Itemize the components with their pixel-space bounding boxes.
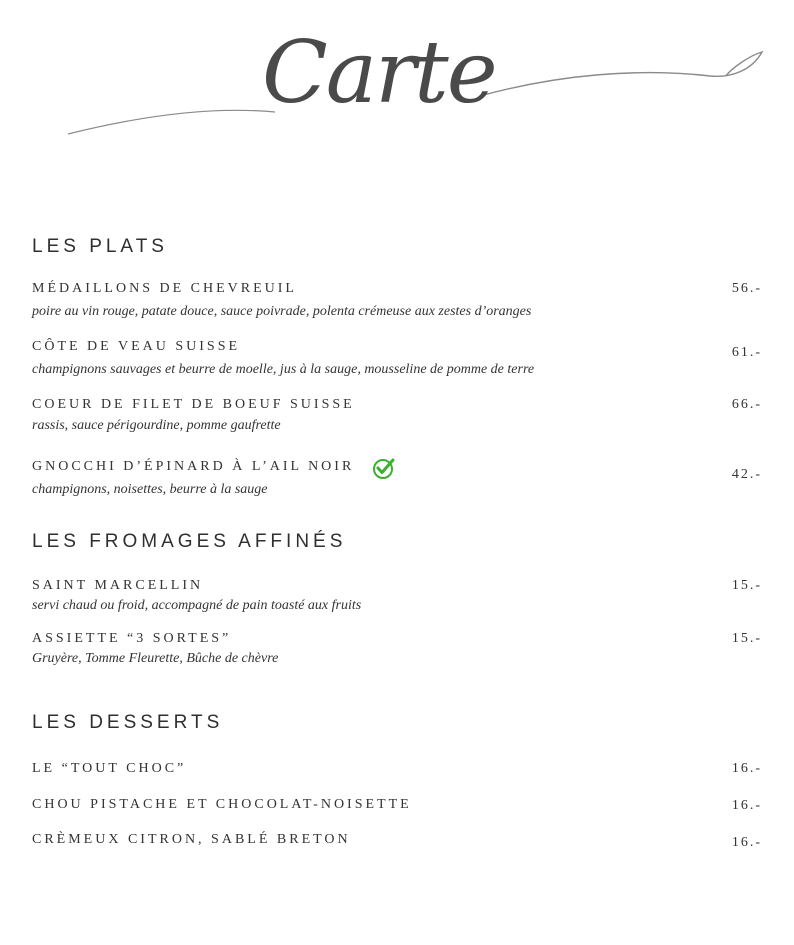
menu-item-name: SAINT MARCELLIN: [32, 578, 204, 593]
menu-item-price: 66.-: [731, 397, 762, 412]
menu-item-price: 61.-: [731, 345, 762, 360]
menu-item-name: CÔTE DE VEAU SUISSE: [32, 339, 241, 354]
menu-item-name: ASSIETTE “3 SORTES”: [32, 631, 232, 646]
menu-item-price: 15.-: [731, 631, 762, 646]
menu-item-price: 16.-: [731, 835, 762, 850]
menu-item-description: servi chaud ou froid, accompagné de pain toasté aux fruits: [32, 598, 362, 613]
menu-item-price: 16.-: [731, 761, 762, 776]
menu-item-price: 16.-: [731, 798, 762, 813]
menu-item-name: COEUR DE FILET DE BOEUF SUISSE: [32, 397, 355, 412]
section-title-plats: LES PLATS: [32, 236, 168, 257]
menu-item-price: 56.-: [731, 281, 762, 296]
menu-item-price: 42.-: [731, 467, 762, 482]
menu-item-name: CRÈMEUX CITRON, SABLÉ BRETON: [32, 832, 351, 847]
menu-item-description: rassis, sauce périgourdine, pomme gaufrette: [32, 418, 281, 433]
carte-logo-text: Carte: [262, 23, 496, 123]
menu-item-name: GNOCCHI D’ÉPINARD À L’AIL NOIR: [32, 459, 355, 474]
menu-item-description: champignons sauvages et beurre de moelle, jus à la sauge, mousseline de pomme de terre: [32, 362, 535, 377]
menu-item-name: LE “TOUT CHOC”: [32, 761, 187, 776]
section-title-desserts: LES DESSERTS: [32, 712, 224, 733]
menu-item-price: 15.-: [731, 578, 762, 593]
menu-item-description: poire au vin rouge, patate douce, sauce poivrade, polenta crémeuse aux zestes d’oranges: [32, 304, 532, 319]
menu-item-description: champignons, noisettes, beurre à la sauge: [32, 482, 268, 497]
menu-item-name: MÉDAILLONS DE CHEVREUIL: [32, 281, 297, 296]
section-title-fromages: LES FROMAGES AFFINÉS: [32, 531, 347, 552]
menu-item-description: Gruyère, Tomme Fleurette, Bûche de chèvre: [32, 651, 279, 666]
vegetarian-check-icon: [372, 456, 396, 480]
menu-item-name: CHOU PISTACHE ET CHOCOLAT-NOISETTE: [32, 797, 412, 812]
